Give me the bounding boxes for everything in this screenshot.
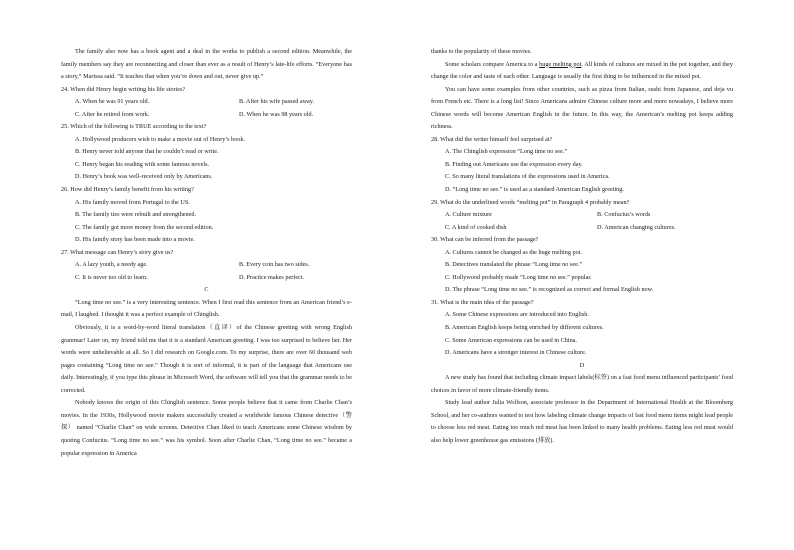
option-25d: D. Henry’s book was well-received only by Americans.	[75, 173, 213, 181]
question-29: 29. What do the underlined words “melting pot” in Paragraph 4 probably mean?	[431, 198, 630, 206]
option-28c: C. So many literal translations of the expressions used in America.	[445, 173, 610, 181]
option-26b: B. The family ties were rebuilt and strengthened.	[75, 211, 197, 219]
question-25: 25. Which of the following is TRUE according to the text?	[61, 123, 207, 131]
underlined-melting-pot: huge melting pot	[539, 60, 582, 68]
question-30: 30. What can be inferred from the passage?	[431, 236, 539, 244]
option-24c: C. After he retired from work.	[75, 110, 150, 118]
option-30c: C. Hollywood probably made “Long time no see.” popular.	[445, 273, 592, 281]
option-26d: D. His family story has been made into a movie.	[75, 236, 195, 244]
option-31c: C. Some American expressions can be used in China.	[445, 336, 577, 344]
option-26c: C. The family got more money from the second edition.	[75, 223, 214, 231]
passage-c-paragraph-2: Obviously, it is a word-by-word literal translation（直译）of the Chinese greeting with wrong English grammar! Later on, my friend told me that it is a standard American greeting. I was too surprised to believe her. Her words were unbelievable at all. So I did research on Google.com. To my surprise, there are over 60 thousand web pages containing “Long time no see.” Though it is sort of informal, it is part of the language that Americans use daily. Interestingly, if you type this phrase in Microsoft Word, the software will tell you that the grammar needs to be corrected.	[61, 324, 352, 394]
option-24d: D. When he was 98 years old.	[239, 110, 314, 118]
option-27d: D. Practice makes perfect.	[239, 273, 305, 281]
passage-c-paragraph-5: You can have some examples from other countries, such as pizza from Italian, sushi from Japanese, and deja vu from French etc. There is a long list! Since Americans admire Chinese culture more and more nowadays, I believe more Chinese words will become American English in the future. In this way, the American’s melting pot keeps adding richness.	[431, 85, 733, 131]
question-29-options-cd	[431, 222, 733, 235]
question-27-options-ab	[61, 259, 352, 272]
option-28d: D. “Long time no see.” is used as a standard American English greeting.	[445, 186, 624, 194]
option-29a: A. Culture mixture	[445, 211, 492, 219]
option-28a: A. The Chinglish expression “Long time no see.”	[445, 148, 568, 156]
option-29c: C. A kind of cooked dish	[445, 223, 507, 231]
section-c-heading: C	[204, 286, 209, 294]
passage-c-continuation: thanks to the popularity of these movies.	[431, 48, 532, 55]
option-26a: A. His family moved from Portugal to the US.	[75, 198, 190, 206]
option-24a: A. When he was 91 years old.	[75, 98, 150, 106]
paragraph-4-rest: . All kinds of cultures are mixed in the pot together, and they change the color and taste of each other. Language is usually the first thing to be influenced in the mixed pot.	[431, 60, 734, 81]
option-28b: B. Finding out Americans use the expression every day.	[445, 160, 583, 168]
option-27c: C. It is never too old to learn.	[75, 273, 148, 281]
question-24-options-cd	[61, 109, 352, 122]
passage-d-paragraph-2: Study lead author Julia Wolfson, associate professor in the Department of International Health at the Bloomberg School, and her co-authors wanted to test how labeling climate change impacts of fast food menu items might lead people to choose less red meat. Eating too much red meat has been linked to many health problems. Eating less red meat would also help lower greenhouse gas emissions (排放).	[431, 399, 733, 444]
question-26: 26. How did Henry’s family benefit from his writing?	[61, 186, 194, 194]
option-27a: A. A lazy youth, a needy age.	[75, 261, 148, 269]
option-30b: B. Detectives translated the phrase “Long time no see.”	[445, 261, 583, 269]
passage-c-paragraph-1: “Long time no see.” is a very interesting sentence. When I first read this sentence from an American friend’s e-mail, I laughed. I thought it was a perfect example of Chinglish.	[61, 298, 352, 319]
section-d-heading: D	[579, 361, 585, 369]
option-30d: D. The phrase “Long time no see.” is recognized as correct and formal English now.	[445, 286, 654, 294]
option-31a: A. Some Chinese expressions are introduced into English.	[445, 311, 589, 319]
option-31d: D. Americans have a stronger interest in Chinese culture.	[445, 349, 587, 357]
option-24b: B. After his wife passed away.	[239, 98, 315, 106]
passage-c-paragraph-4	[431, 59, 733, 84]
paragraph-4-start: Some scholars compare America to a	[445, 60, 540, 68]
right-column	[431, 46, 733, 448]
option-29d: D. American changing cultures.	[597, 223, 676, 231]
question-29-options-ab	[431, 209, 733, 222]
question-28: 28. What did the writer himself feel surprised at?	[431, 135, 553, 143]
question-24-options-ab	[61, 96, 352, 109]
question-24: 24. When did Henry begin writing his life stories?	[61, 85, 186, 93]
option-25c: C. Henry began his reading with some famous novels.	[75, 160, 210, 168]
question-27: 27. What message can Henry’s story give us?	[61, 248, 174, 256]
option-25b: B. Henry never told anyone that he couldn’t read or write.	[75, 148, 219, 156]
question-27-options-cd	[61, 272, 352, 285]
question-31: 31. What is the main idea of the passage?	[431, 298, 534, 306]
option-27b: B. Every coin has two sides.	[239, 261, 310, 269]
option-25a: A. Hollywood producers wish to make a movie out of Henry’s book.	[75, 135, 245, 143]
passage-d-paragraph-1: A new study has found that including climate impact labels(标签) on a fast food menu influenced participants’ food choices in favor of more climate-friendly items.	[431, 374, 733, 394]
option-31b: B. American English keeps being enriched by different cultures.	[445, 324, 604, 332]
passage-c-paragraph-3: Nobody knows the origin of this Chinglish sentence. Some people believe that it came from Charlie Chan’s movies. In the 1930s, Hollywood movie makers successfully created a worldwide famous Chinese detective（警探） named “Charlie Chan” on wide screens. Detective Chan liked to teach Americans some Chinese wisdom by quoting Confucius. “Long time no see.” was his symbol. Soon after Charlie Chan, “Long time no see.” became a popular expression in America	[61, 399, 352, 457]
option-29b: B. Confucius’s words	[597, 211, 651, 219]
left-column	[61, 46, 352, 460]
paragraph-b-ending: The family also now has a book agent and a deal in the works to publish a second edition. Meanwhile, the family members say they are reconnecting and closer than ever as a result of Henry’s late-life efforts. “Everyone has a story,” Marissa said. “It teaches that when you’re down and out, never give up.”	[61, 48, 352, 81]
option-30a: A. Cultures cannot be changed as the huge melting pot.	[445, 248, 582, 256]
